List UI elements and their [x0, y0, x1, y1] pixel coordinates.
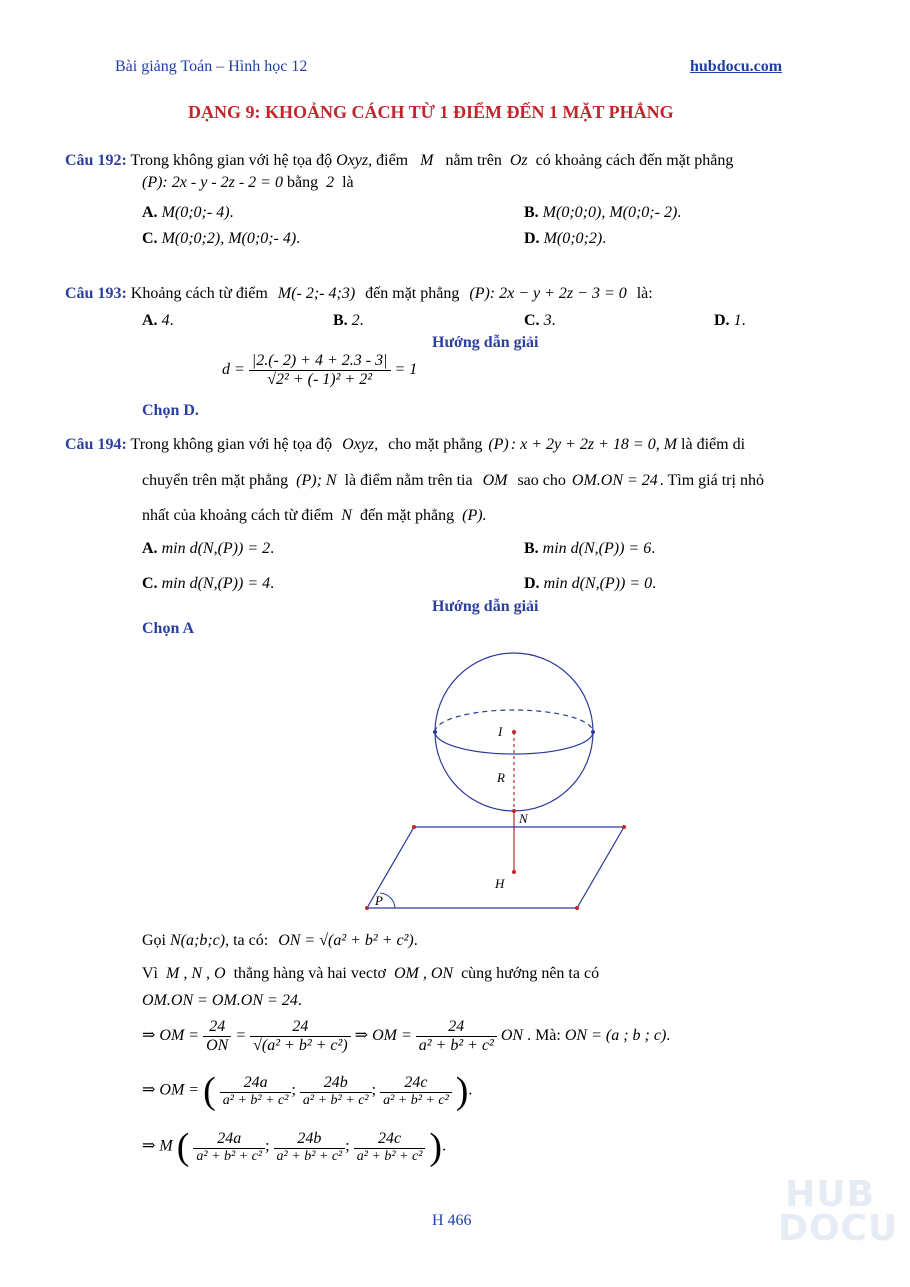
option-b: min d(N,(P)) = 6 — [542, 540, 652, 557]
header-left: Bài giảng Toán – Hình học 12 — [115, 58, 308, 75]
math: N(a;b;c) — [170, 932, 226, 949]
text: là điểm di — [681, 436, 746, 453]
text: là: — [636, 285, 653, 302]
fraction — [300, 1074, 372, 1109]
math: 2 — [326, 174, 335, 191]
option-label: A. — [142, 540, 158, 557]
text: đến mặt phẳng — [359, 507, 455, 524]
point-h — [512, 870, 516, 874]
option-label: B. — [524, 204, 539, 221]
math: (P); N — [296, 472, 337, 489]
answer-choice: Chọn A — [142, 620, 195, 637]
math: OM , ON — [393, 965, 454, 982]
answer-choice: Chọn D. — [142, 402, 199, 419]
text: , điểm — [368, 152, 409, 169]
text: Khoảng cách từ điểm — [130, 285, 268, 302]
text: cho mặt phẳng — [388, 436, 483, 453]
math: OM.ON = 24 — [571, 472, 658, 489]
option-label: D. — [714, 312, 730, 329]
text: Gọi — [142, 932, 166, 949]
label-i: I — [498, 724, 503, 739]
option-label: C. — [142, 575, 158, 592]
fraction — [416, 1018, 497, 1055]
fraction — [203, 1018, 231, 1055]
plane-vertex — [575, 906, 579, 910]
text: là điểm nằm trên tia — [344, 472, 473, 489]
math: = — [235, 1027, 247, 1045]
question-label: Câu 192: — [65, 152, 127, 169]
math: (P). — [462, 507, 487, 524]
option-label: C. — [142, 230, 158, 247]
fraction — [354, 1130, 426, 1165]
numerator: 24c — [404, 1073, 428, 1091]
math: (P) — [488, 436, 509, 453]
option-label: D. — [524, 575, 540, 592]
option-a: min d(N,(P)) = 2 — [161, 540, 271, 557]
denominator: a² + b² + c² — [300, 1092, 372, 1109]
math: ⇒ OM = — [142, 1081, 200, 1099]
guide-heading: Hướng dẫn giải — [432, 598, 539, 615]
page-number: H 466 — [432, 1212, 472, 1229]
text: Trong không gian với hệ tọa độ — [130, 152, 333, 169]
numerator: 24a — [243, 1073, 268, 1091]
option-d: min d(N,(P)) = 0 — [543, 575, 653, 592]
math: ⇒ OM = — [142, 1027, 200, 1045]
option-d: M(0;0;2) — [543, 230, 603, 247]
numerator: |2.(- 2) + 4 + 2.3 - 3| — [251, 352, 388, 369]
option-b: 2 — [351, 312, 360, 329]
fraction — [249, 352, 391, 389]
text: chuyển trên mặt phẳng — [142, 472, 289, 489]
text: nhất của khoảng cách từ điểm — [142, 507, 334, 524]
text: đến mặt phẳng — [365, 285, 460, 302]
option-label: A. — [142, 312, 158, 329]
paren: ( — [176, 1126, 190, 1168]
numerator: 24c — [378, 1129, 402, 1147]
denominator-text: 2² + (- 1)² + 2² — [276, 371, 373, 388]
text: thẳng hàng và hai vectơ — [233, 965, 386, 982]
math: M , N , O — [166, 965, 226, 982]
math: , M — [655, 436, 678, 453]
section-title: DẠNG 9: KHOẢNG CÁCH TỪ 1 ĐIỂM ĐẾN 1 MẶT PHẲNG — [188, 102, 674, 122]
sphere-plane-figure — [360, 645, 640, 920]
denominator: a² + b² + c² — [220, 1092, 292, 1109]
math: ON = (a ; b ; c) — [564, 1027, 667, 1045]
point-n — [512, 809, 516, 813]
option-d: 1 — [733, 312, 742, 329]
option-label: A. — [142, 204, 158, 221]
numerator: 24a — [217, 1129, 242, 1147]
text: Vì — [142, 965, 158, 982]
math-plane: : x + 2y + 2z + 18 = 0 — [510, 436, 656, 453]
numerator: 24 — [209, 1018, 226, 1035]
option-a: M(0;0;- 4) — [161, 204, 230, 221]
math: = 1 — [394, 361, 418, 379]
plane-vertex — [412, 825, 416, 829]
solution-line-vector: ⇒ OM = ( $\frac{24a}{\text{a² + b² + c²}}$ ; $\frac{24b}{\text{a² + b² + c²}}$ ; $\frac{24c}{\text{a² + b² + c²}}$ ). — [142, 1070, 473, 1112]
math: N — [341, 507, 352, 524]
option-label: C. — [524, 312, 540, 329]
math: ON — [500, 1027, 524, 1045]
point-right — [591, 730, 595, 734]
fraction — [193, 1130, 265, 1165]
denominator: √(a² + b² + c²) — [250, 1036, 351, 1055]
denominator: a² + b² + c² — [274, 1148, 346, 1165]
text: có khoảng cách đến mặt phẳng — [535, 152, 734, 169]
watermark-logo: HUB DOCU — [778, 1174, 899, 1249]
text: cùng hướng nên ta có — [461, 965, 600, 982]
text: , ta có: — [225, 932, 269, 949]
fraction — [274, 1130, 346, 1165]
text: là — [342, 174, 354, 191]
question-label: Câu 194: — [65, 436, 127, 453]
numerator: 24 — [292, 1018, 309, 1035]
option-b: M(0;0;0), M(0;0;- 2) — [542, 204, 678, 221]
text: . Tìm giá trị nhỏ — [659, 472, 764, 489]
point-i — [512, 730, 516, 734]
math-plane: (P): 2x - y - 2z - 2 = 0 — [142, 174, 283, 191]
option-label: B. — [333, 312, 348, 329]
question-label: Câu 193: — [65, 285, 127, 302]
text: nằm trên — [445, 152, 502, 169]
option-label: D. — [524, 230, 540, 247]
option-label: B. — [524, 540, 539, 557]
option-c: 3 — [543, 312, 552, 329]
denominator: √2² + (- 1)² + 2² — [249, 370, 391, 389]
equator-back — [435, 710, 593, 732]
paren: ) — [429, 1126, 443, 1168]
text: Trong không gian với hệ tọa độ — [130, 436, 333, 453]
denominator: a² + b² + c² — [354, 1148, 426, 1165]
math: OM — [482, 472, 508, 489]
point-left — [433, 730, 437, 734]
math-plane: (P): 2x − y + 2z − 3 = 0 — [469, 285, 627, 302]
guide-heading: Hướng dẫn giải — [432, 334, 539, 351]
plane-p — [367, 827, 624, 908]
label-r: R — [497, 770, 505, 785]
denominator: a² + b² + c² — [380, 1092, 452, 1109]
solution-line-om: ⇒ OM = $\frac{24}{ON}$ = $\frac{24}{\text{√(a² + b² + c²)}}$ ⇒ OM = $\frac{24}{\text{a² + b² + c²}}$ ON . Mà: ON = (a ; b ; c). — [142, 1018, 671, 1054]
math-point: M(- 2;- 4;3) — [277, 285, 356, 302]
math: M — [420, 152, 434, 169]
math: ⇒ M — [142, 1137, 173, 1155]
numerator: 24 — [448, 1018, 465, 1035]
math: Oz — [509, 152, 528, 169]
solution-formula — [222, 352, 417, 389]
label-n: N — [519, 811, 528, 826]
paren: ( — [203, 1070, 216, 1112]
header-link[interactable]: hubdocu.com — [690, 58, 783, 75]
denominator: ON — [203, 1036, 231, 1055]
math: d = — [222, 361, 245, 379]
math: Oxyz, — [342, 436, 379, 453]
math: Oxyz — [336, 152, 369, 169]
denominator: a² + b² + c² — [416, 1036, 497, 1055]
fraction — [220, 1074, 292, 1109]
label-h: H — [495, 876, 505, 891]
paren: ) — [455, 1070, 469, 1112]
math: OM.ON = OM.ON = 24 — [142, 992, 298, 1009]
plane-vertex — [622, 825, 626, 829]
numerator: 24b — [297, 1129, 322, 1147]
solution-line-point: ⇒ M ( $\frac{24a}{\text{a² + b² + c²}}$ ; $\frac{24b}{\text{a² + b² + c²}}$ ; $\frac{24c}{\text{a² + b² + c²}}$ ). — [142, 1126, 447, 1168]
denominator: a² + b² + c² — [193, 1148, 265, 1165]
option-a: 4 — [161, 312, 170, 329]
label-p: P — [375, 893, 383, 908]
plane-vertex — [365, 906, 369, 910]
fraction — [380, 1074, 452, 1109]
option-c: min d(N,(P)) = 4 — [161, 575, 271, 592]
text: . Mà: — [527, 1027, 561, 1045]
fraction — [250, 1018, 351, 1055]
option-c: M(0;0;2), M(0;0;- 4) — [161, 230, 297, 247]
math: ON = √(a² + b² + c²) — [278, 932, 414, 949]
numerator: 24b — [323, 1073, 348, 1091]
math: ⇒ OM = — [354, 1027, 412, 1045]
text: bằng — [286, 174, 319, 191]
text: sao cho — [517, 472, 566, 489]
